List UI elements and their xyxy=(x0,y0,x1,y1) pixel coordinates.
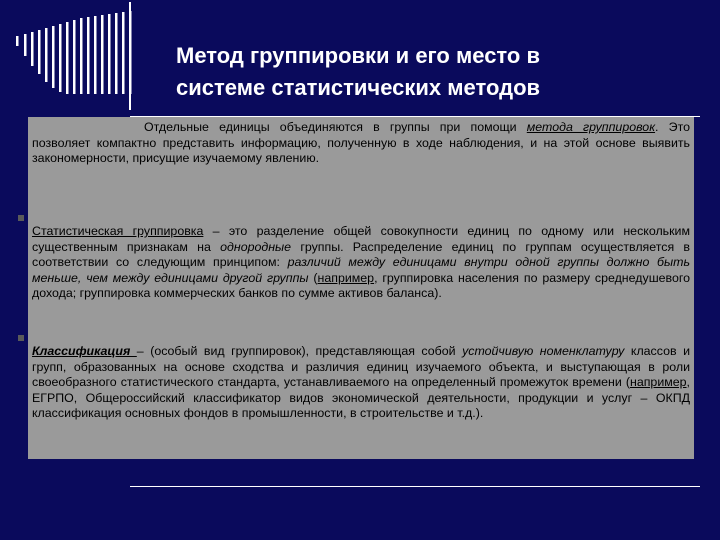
stable-nomenclature-term: устойчивую номенклатуру xyxy=(462,344,625,358)
bullet-square-icon xyxy=(18,335,24,341)
example-link: например xyxy=(629,375,687,390)
grouping-text-1: – это разделение общей совокупности единиц по одному или нескольким существенным признакам на xyxy=(32,224,690,254)
bottom-divider xyxy=(130,486,700,487)
classification-text-1: – (особый вид группировок), представляющая собой xyxy=(136,344,463,358)
content-panel xyxy=(28,117,694,459)
bullet-square-icon xyxy=(18,215,24,221)
title-line-1: Метод группировки и его место в xyxy=(176,43,540,68)
homogeneous-term: однородные xyxy=(220,239,292,254)
statistical-grouping-paragraph xyxy=(32,224,690,302)
grouping-text-3: ( xyxy=(308,270,318,285)
intro-paragraph xyxy=(32,120,690,167)
decorative-stripes xyxy=(0,0,150,110)
grouping-method-term: метода группировок xyxy=(526,120,656,134)
slide-title xyxy=(176,40,696,104)
classification-paragraph xyxy=(32,344,690,422)
grouping-text-4: , группировка населения по размеру среднедушевого дохода; группировка коммерческих банков по сумме активов баланса). xyxy=(32,270,691,301)
example-link: например xyxy=(317,270,375,285)
classification-text-2: классов и групп, образованных на основе сходства и различия единиц изучаемого объекта, и выступающая в роли своеобразного статистического стандарта, устанавливаемого на определенный промежуток времени ( xyxy=(32,344,690,390)
intro-text-1: Отдельные единицы объединяются в группы при помощи xyxy=(144,120,527,134)
principle-text: различий между единицами внутри одной группы должно быть меньше, чем между единицами другой группы xyxy=(32,255,690,285)
grouping-text-2: группы. Распределение единиц по группам осуществляется в соответствии со следующим принципом: xyxy=(32,239,690,270)
statistical-grouping-term: Статистическая группировка xyxy=(32,224,204,238)
title-line-2: системе статистических методов xyxy=(176,75,541,100)
intro-text-2: . Это позволяет компактно представить информацию, полученную в ходе наблюдения, и на этой основе выявить закономерности, присущие изучаемому явлению. xyxy=(32,120,690,166)
classification-term: Классификация xyxy=(32,344,137,358)
classification-text-3: , ЕГРПО, Общероссийский классификатор видов экономической деятельности, продукции и услуг – ОКПД классификация основных фондов в промышленности, в строительстве и т.д.). xyxy=(32,375,690,421)
